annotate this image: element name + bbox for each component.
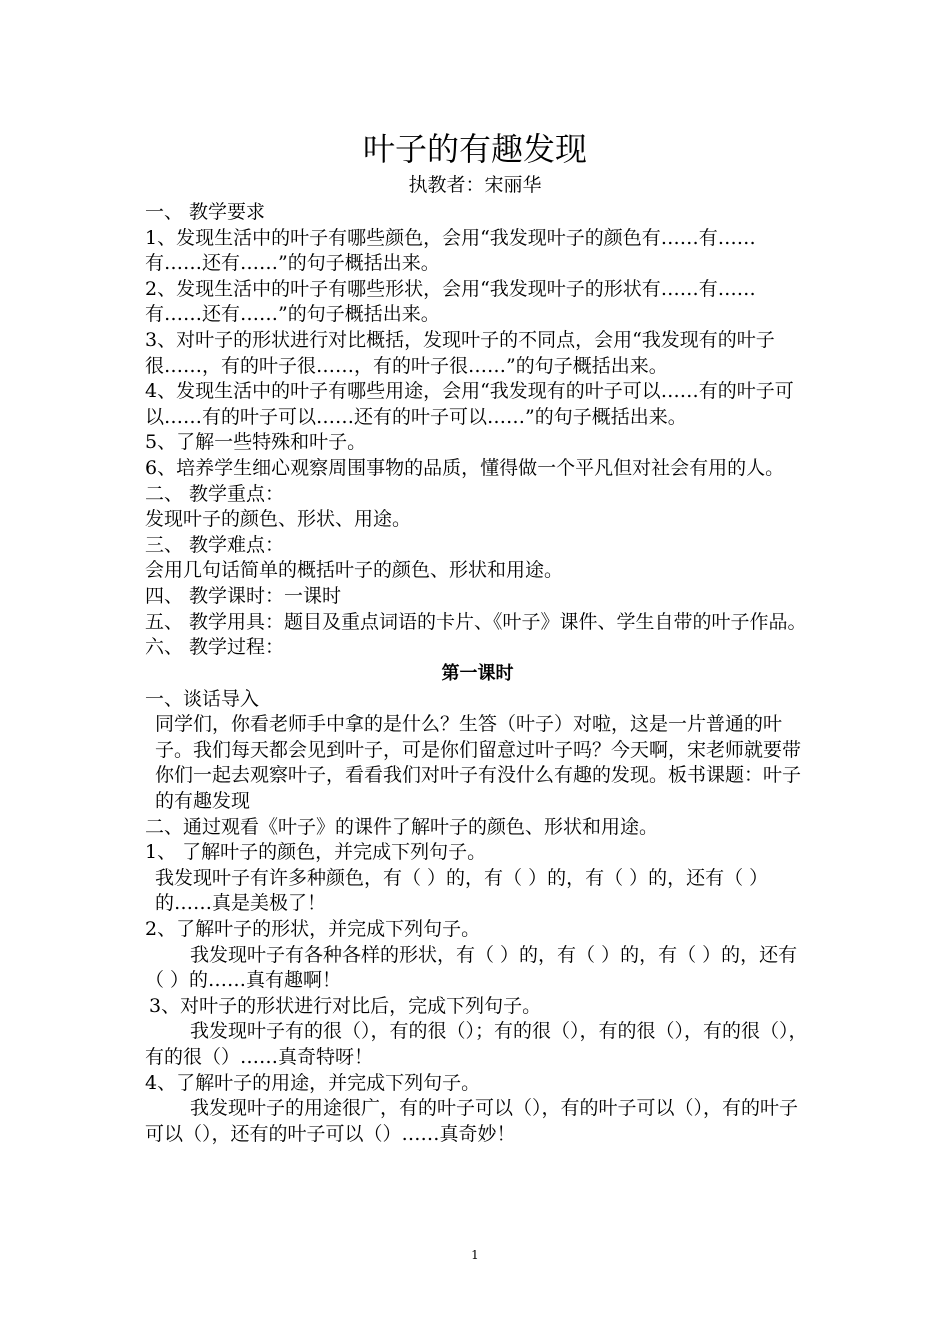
page-number: 1 (471, 1248, 479, 1262)
task-1-heading: 1、 了解叶子的颜色，并完成下列句子。 (145, 841, 487, 864)
lesson-heading: 第一课时 (441, 662, 514, 684)
task-4-heading: 4、了解叶子的用途，并完成下列句子。 (145, 1071, 481, 1094)
requirement-3: 3、对叶子的形状进行对比概括，发现叶子的不同点，会用“我发现有的叶子很……，有的叶子很……，有的叶子很……”的句子概括出来。 (145, 328, 775, 377)
step-1-body: 同学们，你看老师手中拿的是什么？生答（叶子）对啦，这是一片普通的叶子。我们每天都会见到叶子，可是你们留意过叶子吗？今天啊，宋老师就要带你们一起去观察叶子，看看我们对叶子有没什么有趣的发现。板书课题：叶子的有趣发现 (155, 713, 802, 813)
step-2-heading: 二、通过观看《叶子》的课件了解叶子的颜色、形状和用途。 (145, 815, 659, 838)
requirement-2: 2、发现生活中的叶子有哪些形状，会用“我发现叶子的形状有……有……有……还有……”的句子概括出来。 (145, 277, 756, 326)
task-1-sentence: 我发现叶子有许多种颜色，有（ ）的，有（ ）的，有（ ）的，还有（ ）的……真是美极了！ (155, 866, 769, 915)
section-key-points-body: 发现叶子的颜色、形状、用途。 (145, 508, 412, 531)
document-title: 叶子的有趣发现 (362, 130, 587, 168)
task-3-heading: 3、对叶子的形状进行对比后，完成下列句子。 (149, 994, 542, 1017)
section-difficulties-body: 会用几句话简单的概括叶子的颜色、形状和用途。 (145, 559, 564, 582)
task-2-sentence: 我发现叶子有各种各样的形状，有（ ）的，有（ ）的，有（ ）的，还有（ ）的……真有趣啊！ (145, 943, 798, 992)
author-line: 执教者：宋丽华 (408, 174, 542, 196)
section-class-hours: 四、 教学课时：一课时 (145, 584, 342, 607)
section-teaching-process-heading: 六、 教学过程： (145, 636, 285, 659)
task-4-sentence: 我发现叶子的用途很广，有的叶子可以（），有的叶子可以（），有的叶子可以（），还有的叶子可以（）……真奇妙！ (145, 1097, 799, 1145)
task-3-sentence: 我发现叶子有的很（），有的很（）；有的很（），有的很（），有的很（），有的很（）……真奇特呀！ (145, 1020, 808, 1068)
section-teaching-requirements-heading: 一、 教学要求 (145, 201, 266, 223)
section-teaching-aids: 五、 教学用具：题目及重点词语的卡片、《叶子》课件、学生自带的叶子作品。 (145, 610, 807, 633)
step-1-heading: 一、谈话导入 (145, 687, 260, 710)
requirement-1: 1、发现生活中的叶子有哪些颜色，会用“我发现叶子的颜色有……有……有……还有……”的句子概括出来。 (145, 226, 756, 275)
requirement-6: 6、培养学生细心观察周围事物的品质，懂得做一个平凡但对社会有用的人。 (145, 456, 785, 479)
section-difficulties-heading: 三、 教学难点： (145, 533, 285, 556)
section-key-points-heading: 二、 教学重点： (145, 482, 285, 505)
requirement-4: 4、发现生活中的叶子有哪些用途，会用“我发现有的叶子可以……有的叶子可以……有的叶子可以……还有的叶子可以……”的句子概括出来。 (145, 380, 794, 428)
requirement-5: 5、了解一些特殊和叶子。 (145, 431, 367, 454)
task-2-heading: 2、了解叶子的形状，并完成下列句子。 (145, 918, 481, 941)
document-body (145, 200, 810, 1147)
